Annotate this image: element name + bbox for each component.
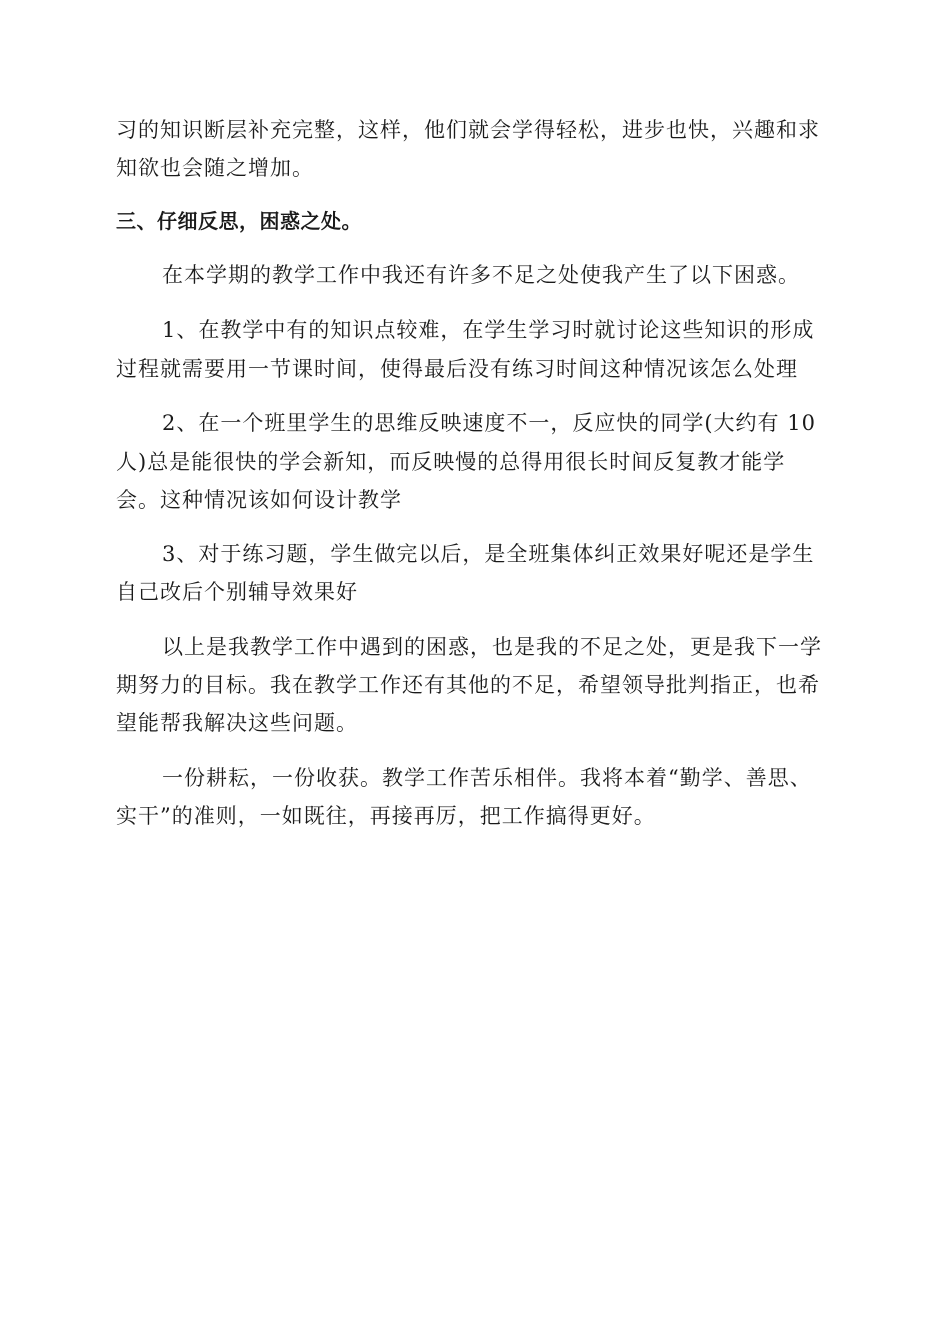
intro-paragraph: 在本学期的教学工作中我还有许多不足之处使我产生了以下困惑。 — [162, 263, 800, 287]
summary-line-2: 期努力的目标。我在教学工作还有其他的不足，希望领导批判指正，也希 — [116, 673, 820, 697]
summary-line-3: 望能帮我解决这些问题。 — [116, 711, 358, 735]
item-3-line-2: 自己改后个别辅导效果好 — [116, 580, 358, 604]
item-2-line-1: 2、在一个班里学生的思维反映速度不一，反应快的同学(大约有 10 — [162, 411, 816, 435]
item-1-line-1: 1、在教学中有的知识点较难，在学生学习时就讨论这些知识的形成 — [162, 318, 815, 342]
paragraph-continued-line-2: 知欲也会随之增加。 — [116, 156, 314, 180]
item-2-line-2: 人)总是能很快的学会新知，而反映慢的总得用很长时间反复教才能学 — [116, 450, 786, 474]
closing-line-1: 一份耕耘，一份收获。教学工作苦乐相伴。我将本着“勤学、善思、 — [162, 766, 812, 790]
item-1-line-2: 过程就需要用一节课时间，使得最后没有练习时间这种情况该怎么处理 — [116, 357, 798, 381]
paragraph-continued-line-1: 习的知识断层补充完整，这样，他们就会学得轻松，进步也快，兴趣和求 — [116, 118, 820, 142]
item-2-line-3: 会。这种情况该如何设计教学 — [116, 488, 402, 512]
section-heading: 三、仔细反思，困惑之处。 — [116, 209, 362, 233]
item-3-line-1: 3、对于练习题，学生做完以后，是全班集体纠正效果好呢还是学生 — [162, 542, 815, 566]
summary-line-1: 以上是我教学工作中遇到的困惑，也是我的不足之处，更是我下一学 — [162, 635, 822, 659]
closing-line-2: 实干”的准则，一如既往，再接再厉，把工作搞得更好。 — [116, 804, 656, 828]
